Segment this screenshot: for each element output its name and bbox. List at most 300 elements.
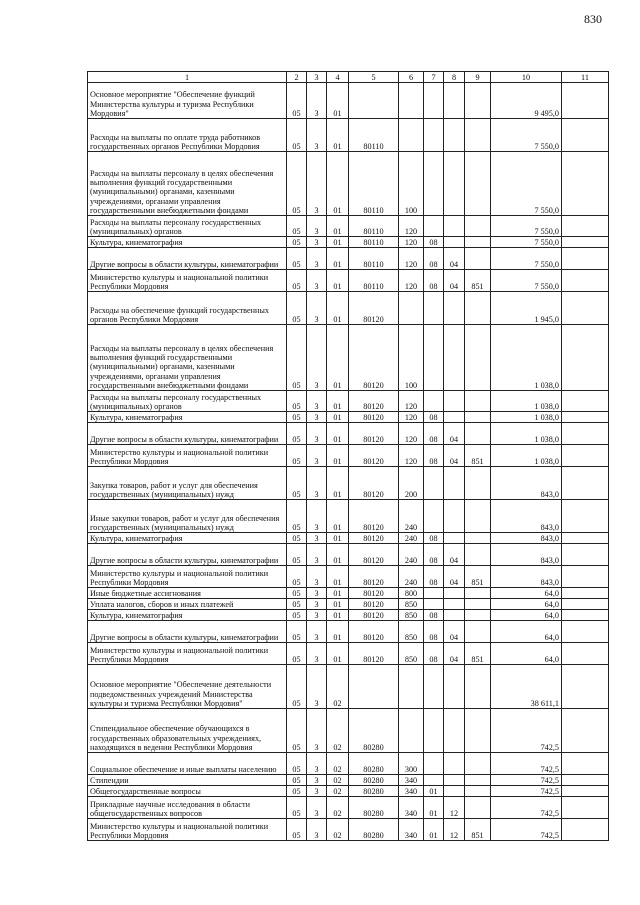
cell-code-6: 240 bbox=[399, 500, 424, 533]
cell-code-9 bbox=[465, 665, 491, 709]
budget-table bbox=[87, 71, 609, 841]
cell-code-9 bbox=[465, 775, 491, 786]
cell-code-7 bbox=[424, 467, 444, 500]
cell-item-name: Основное мероприятие "Обеспечение функций Министерства культуры и туризма Республики Мордовия" bbox=[88, 83, 287, 119]
cell-code-3: 3 bbox=[307, 292, 327, 325]
cell-code-7: 01 bbox=[424, 797, 444, 819]
cell-note bbox=[562, 621, 609, 643]
cell-code-4: 02 bbox=[327, 819, 349, 841]
cell-code-7: 08 bbox=[424, 566, 444, 588]
cell-item-name: Прикладные научные исследования в области общегосударственных вопросов bbox=[88, 797, 287, 819]
table-row bbox=[88, 643, 609, 665]
cell-code-8: 04 bbox=[444, 270, 465, 292]
column-header-8: 8 bbox=[444, 72, 465, 83]
cell-code-5: 80110 bbox=[349, 216, 399, 237]
cell-code-4: 01 bbox=[327, 292, 349, 325]
cell-code-8: 12 bbox=[444, 819, 465, 841]
cell-code-8 bbox=[444, 610, 465, 621]
cell-code-2: 05 bbox=[287, 544, 307, 566]
table-row bbox=[88, 819, 609, 841]
cell-code-7 bbox=[424, 216, 444, 237]
cell-item-name: Уплата налогов, сборов и иных платежей bbox=[88, 599, 287, 610]
cell-code-7 bbox=[424, 391, 444, 412]
cell-code-9 bbox=[465, 610, 491, 621]
cell-note bbox=[562, 270, 609, 292]
cell-note bbox=[562, 709, 609, 753]
cell-note bbox=[562, 610, 609, 621]
cell-code-9 bbox=[465, 500, 491, 533]
cell-code-2: 05 bbox=[287, 270, 307, 292]
cell-note bbox=[562, 500, 609, 533]
cell-code-6 bbox=[399, 709, 424, 753]
page-number: 830 bbox=[584, 12, 602, 26]
cell-code-6: 340 bbox=[399, 819, 424, 841]
cell-code-9 bbox=[465, 786, 491, 797]
cell-code-5: 80120 bbox=[349, 445, 399, 467]
cell-code-3: 3 bbox=[307, 588, 327, 599]
cell-code-7: 08 bbox=[424, 237, 444, 248]
cell-item-name: Министерство культуры и национальной политики Республики Мордовия bbox=[88, 819, 287, 841]
cell-code-5: 80110 bbox=[349, 270, 399, 292]
cell-code-9: 851 bbox=[465, 819, 491, 841]
cell-code-7: 08 bbox=[424, 610, 444, 621]
cell-amount: 64,0 bbox=[491, 643, 562, 665]
cell-code-2: 05 bbox=[287, 643, 307, 665]
cell-code-6: 120 bbox=[399, 412, 424, 423]
cell-code-6: 850 bbox=[399, 643, 424, 665]
cell-code-2: 05 bbox=[287, 248, 307, 270]
table-row bbox=[88, 152, 609, 216]
cell-item-name: Министерство культуры и национальной политики Республики Мордовия bbox=[88, 445, 287, 467]
table-row bbox=[88, 566, 609, 588]
cell-code-4: 01 bbox=[327, 152, 349, 216]
cell-code-3: 3 bbox=[307, 152, 327, 216]
cell-code-6: 120 bbox=[399, 248, 424, 270]
cell-note bbox=[562, 412, 609, 423]
cell-amount: 742,5 bbox=[491, 786, 562, 797]
cell-code-3: 3 bbox=[307, 119, 327, 152]
cell-amount: 742,5 bbox=[491, 709, 562, 753]
cell-code-8 bbox=[444, 391, 465, 412]
cell-amount: 1 038,0 bbox=[491, 423, 562, 445]
cell-item-name: Другие вопросы в области культуры, кинематографии bbox=[88, 423, 287, 445]
cell-code-4: 01 bbox=[327, 423, 349, 445]
cell-code-7 bbox=[424, 588, 444, 599]
cell-amount: 843,0 bbox=[491, 533, 562, 544]
table-row bbox=[88, 445, 609, 467]
cell-code-4: 02 bbox=[327, 786, 349, 797]
cell-code-5: 80120 bbox=[349, 610, 399, 621]
cell-item-name: Культура, кинематография bbox=[88, 412, 287, 423]
cell-amount: 9 495,0 bbox=[491, 83, 562, 119]
cell-code-7: 08 bbox=[424, 423, 444, 445]
cell-code-3: 3 bbox=[307, 391, 327, 412]
cell-amount: 7 550,0 bbox=[491, 152, 562, 216]
cell-code-3: 3 bbox=[307, 83, 327, 119]
cell-code-3: 3 bbox=[307, 216, 327, 237]
cell-code-4: 01 bbox=[327, 270, 349, 292]
cell-code-9 bbox=[465, 709, 491, 753]
cell-code-2: 05 bbox=[287, 445, 307, 467]
cell-code-6: 200 bbox=[399, 467, 424, 500]
cell-note bbox=[562, 83, 609, 119]
cell-code-2: 05 bbox=[287, 119, 307, 152]
cell-code-9: 851 bbox=[465, 270, 491, 292]
cell-code-5: 80280 bbox=[349, 709, 399, 753]
cell-code-8 bbox=[444, 325, 465, 391]
cell-code-3: 3 bbox=[307, 467, 327, 500]
cell-code-7 bbox=[424, 709, 444, 753]
column-header-4: 4 bbox=[327, 72, 349, 83]
cell-item-name: Культура, кинематография bbox=[88, 533, 287, 544]
cell-code-4: 01 bbox=[327, 533, 349, 544]
cell-code-7: 08 bbox=[424, 270, 444, 292]
cell-code-2: 05 bbox=[287, 391, 307, 412]
cell-item-name: Иные бюджетные ассигнования bbox=[88, 588, 287, 599]
cell-code-9 bbox=[465, 119, 491, 152]
table-row bbox=[88, 665, 609, 709]
cell-code-7 bbox=[424, 292, 444, 325]
cell-code-5: 80110 bbox=[349, 152, 399, 216]
cell-code-7: 01 bbox=[424, 819, 444, 841]
cell-note bbox=[562, 467, 609, 500]
cell-item-name: Министерство культуры и национальной политики Республики Мордовия bbox=[88, 566, 287, 588]
cell-code-6: 100 bbox=[399, 152, 424, 216]
cell-code-6: 120 bbox=[399, 237, 424, 248]
cell-code-8: 04 bbox=[444, 423, 465, 445]
cell-code-5: 80280 bbox=[349, 753, 399, 775]
cell-note bbox=[562, 819, 609, 841]
cell-note bbox=[562, 292, 609, 325]
cell-amount: 7 550,0 bbox=[491, 237, 562, 248]
cell-code-6: 800 bbox=[399, 588, 424, 599]
cell-amount: 843,0 bbox=[491, 467, 562, 500]
cell-code-3: 3 bbox=[307, 819, 327, 841]
cell-code-5: 80280 bbox=[349, 786, 399, 797]
cell-amount: 843,0 bbox=[491, 500, 562, 533]
cell-code-6: 850 bbox=[399, 621, 424, 643]
cell-code-8: 04 bbox=[444, 643, 465, 665]
cell-code-4: 01 bbox=[327, 544, 349, 566]
cell-code-9 bbox=[465, 797, 491, 819]
table-row bbox=[88, 391, 609, 412]
cell-code-4: 01 bbox=[327, 248, 349, 270]
cell-code-3: 3 bbox=[307, 786, 327, 797]
cell-code-6: 120 bbox=[399, 216, 424, 237]
column-header-2: 2 bbox=[287, 72, 307, 83]
cell-note bbox=[562, 237, 609, 248]
cell-code-2: 05 bbox=[287, 500, 307, 533]
cell-note bbox=[562, 665, 609, 709]
cell-code-5: 80120 bbox=[349, 423, 399, 445]
cell-code-8 bbox=[444, 412, 465, 423]
cell-note bbox=[562, 152, 609, 216]
cell-item-name: Стипендиальное обеспечение обучающихся в государственных образовательных учреждениях, находящихся в ведении Республики Мордовия bbox=[88, 709, 287, 753]
cell-code-5: 80120 bbox=[349, 391, 399, 412]
cell-code-9 bbox=[465, 467, 491, 500]
cell-code-9 bbox=[465, 152, 491, 216]
cell-code-6: 240 bbox=[399, 566, 424, 588]
cell-code-4: 02 bbox=[327, 753, 349, 775]
cell-amount: 64,0 bbox=[491, 610, 562, 621]
cell-code-3: 3 bbox=[307, 610, 327, 621]
cell-code-5: 80110 bbox=[349, 237, 399, 248]
table-row bbox=[88, 216, 609, 237]
cell-amount: 38 611,1 bbox=[491, 665, 562, 709]
cell-code-8 bbox=[444, 83, 465, 119]
cell-item-name: Основное мероприятие "Обеспечение деятельности подведомственных учреждений Министерства культуры и туризма Республики Мордовия" bbox=[88, 665, 287, 709]
cell-code-4: 01 bbox=[327, 467, 349, 500]
cell-code-9: 851 bbox=[465, 643, 491, 665]
cell-code-8: 04 bbox=[444, 544, 465, 566]
table-row bbox=[88, 621, 609, 643]
table-row bbox=[88, 270, 609, 292]
cell-code-7 bbox=[424, 500, 444, 533]
cell-code-4: 01 bbox=[327, 412, 349, 423]
cell-code-7: 08 bbox=[424, 621, 444, 643]
cell-code-4: 01 bbox=[327, 119, 349, 152]
cell-code-2: 05 bbox=[287, 665, 307, 709]
cell-code-8 bbox=[444, 709, 465, 753]
cell-code-7: 08 bbox=[424, 412, 444, 423]
cell-note bbox=[562, 325, 609, 391]
cell-code-2: 05 bbox=[287, 412, 307, 423]
table-row bbox=[88, 709, 609, 753]
cell-code-3: 3 bbox=[307, 325, 327, 391]
cell-code-7: 01 bbox=[424, 786, 444, 797]
cell-code-5: 80280 bbox=[349, 775, 399, 786]
table-row bbox=[88, 588, 609, 599]
cell-amount: 1 038,0 bbox=[491, 412, 562, 423]
table-row bbox=[88, 248, 609, 270]
table-row bbox=[88, 292, 609, 325]
cell-code-5: 80120 bbox=[349, 599, 399, 610]
cell-code-4: 02 bbox=[327, 775, 349, 786]
cell-code-3: 3 bbox=[307, 797, 327, 819]
cell-code-9 bbox=[465, 237, 491, 248]
cell-code-4: 01 bbox=[327, 610, 349, 621]
cell-note bbox=[562, 775, 609, 786]
cell-code-8 bbox=[444, 292, 465, 325]
cell-item-name: Расходы на выплаты персоналу государственных (муниципальных) органов bbox=[88, 216, 287, 237]
cell-code-5: 80280 bbox=[349, 819, 399, 841]
cell-code-6 bbox=[399, 83, 424, 119]
cell-code-2: 05 bbox=[287, 533, 307, 544]
table-row bbox=[88, 786, 609, 797]
cell-code-7 bbox=[424, 665, 444, 709]
cell-code-6: 340 bbox=[399, 775, 424, 786]
cell-code-2: 05 bbox=[287, 621, 307, 643]
cell-code-4: 01 bbox=[327, 391, 349, 412]
cell-amount: 1 945,0 bbox=[491, 292, 562, 325]
cell-note bbox=[562, 599, 609, 610]
cell-code-3: 3 bbox=[307, 621, 327, 643]
cell-note bbox=[562, 216, 609, 237]
cell-code-8: 04 bbox=[444, 248, 465, 270]
cell-code-4: 02 bbox=[327, 665, 349, 709]
cell-code-3: 3 bbox=[307, 599, 327, 610]
cell-amount: 843,0 bbox=[491, 544, 562, 566]
cell-item-name: Расходы на выплаты персоналу в целях обеспечения выполнения функций государственными (муниципальными) органами, казенными учреждениями, органами управления государственными внебюджетными фондами bbox=[88, 325, 287, 391]
cell-amount: 742,5 bbox=[491, 753, 562, 775]
cell-amount: 1 038,0 bbox=[491, 445, 562, 467]
cell-amount: 64,0 bbox=[491, 588, 562, 599]
cell-code-8 bbox=[444, 467, 465, 500]
cell-code-6 bbox=[399, 292, 424, 325]
table-row bbox=[88, 544, 609, 566]
cell-code-4: 01 bbox=[327, 216, 349, 237]
cell-item-name: Культура, кинематография bbox=[88, 237, 287, 248]
cell-code-3: 3 bbox=[307, 544, 327, 566]
cell-code-5: 80120 bbox=[349, 412, 399, 423]
cell-code-5 bbox=[349, 83, 399, 119]
cell-code-3: 3 bbox=[307, 643, 327, 665]
cell-code-4: 01 bbox=[327, 599, 349, 610]
cell-code-7 bbox=[424, 325, 444, 391]
cell-code-8 bbox=[444, 119, 465, 152]
cell-code-7 bbox=[424, 152, 444, 216]
cell-code-7 bbox=[424, 753, 444, 775]
cell-code-5: 80110 bbox=[349, 119, 399, 152]
cell-note bbox=[562, 119, 609, 152]
cell-code-6: 340 bbox=[399, 797, 424, 819]
cell-code-5: 80120 bbox=[349, 467, 399, 500]
cell-code-2: 05 bbox=[287, 753, 307, 775]
cell-code-3: 3 bbox=[307, 665, 327, 709]
cell-code-2: 05 bbox=[287, 325, 307, 391]
cell-code-6 bbox=[399, 119, 424, 152]
cell-code-9 bbox=[465, 216, 491, 237]
cell-code-4: 01 bbox=[327, 643, 349, 665]
cell-code-5: 80120 bbox=[349, 292, 399, 325]
cell-code-5: 80120 bbox=[349, 544, 399, 566]
cell-code-9 bbox=[465, 391, 491, 412]
cell-code-2: 05 bbox=[287, 152, 307, 216]
cell-code-6: 120 bbox=[399, 270, 424, 292]
cell-item-name: Другие вопросы в области культуры, кинематографии bbox=[88, 248, 287, 270]
cell-note bbox=[562, 248, 609, 270]
table-row bbox=[88, 467, 609, 500]
cell-note bbox=[562, 544, 609, 566]
cell-note bbox=[562, 643, 609, 665]
cell-code-4: 01 bbox=[327, 588, 349, 599]
table-row bbox=[88, 753, 609, 775]
cell-amount: 64,0 bbox=[491, 599, 562, 610]
cell-code-6: 850 bbox=[399, 599, 424, 610]
column-header-6: 6 bbox=[399, 72, 424, 83]
cell-code-8 bbox=[444, 237, 465, 248]
header-row bbox=[88, 72, 609, 83]
cell-code-3: 3 bbox=[307, 709, 327, 753]
cell-code-8 bbox=[444, 599, 465, 610]
cell-code-6: 240 bbox=[399, 533, 424, 544]
cell-code-3: 3 bbox=[307, 237, 327, 248]
cell-item-name: Иные закупки товаров, работ и услуг для обеспечения государственных (муниципальных) нужд bbox=[88, 500, 287, 533]
cell-amount: 7 550,0 bbox=[491, 248, 562, 270]
cell-code-2: 05 bbox=[287, 709, 307, 753]
table-row bbox=[88, 83, 609, 119]
cell-code-6: 240 bbox=[399, 544, 424, 566]
cell-amount: 1 038,0 bbox=[491, 391, 562, 412]
cell-code-8: 04 bbox=[444, 445, 465, 467]
cell-code-8 bbox=[444, 500, 465, 533]
cell-amount: 64,0 bbox=[491, 621, 562, 643]
cell-item-name: Министерство культуры и национальной политики Республики Мордовия bbox=[88, 270, 287, 292]
cell-code-3: 3 bbox=[307, 270, 327, 292]
column-header-11: 11 bbox=[562, 72, 609, 83]
cell-code-3: 3 bbox=[307, 423, 327, 445]
cell-code-9 bbox=[465, 621, 491, 643]
table-row bbox=[88, 533, 609, 544]
cell-note bbox=[562, 588, 609, 599]
cell-code-5: 80120 bbox=[349, 643, 399, 665]
cell-code-2: 05 bbox=[287, 775, 307, 786]
cell-code-4: 01 bbox=[327, 325, 349, 391]
cell-code-3: 3 bbox=[307, 775, 327, 786]
cell-note bbox=[562, 423, 609, 445]
cell-code-8 bbox=[444, 775, 465, 786]
cell-item-name: Другие вопросы в области культуры, кинематографии bbox=[88, 544, 287, 566]
cell-code-7: 08 bbox=[424, 533, 444, 544]
cell-item-name: Стипендии bbox=[88, 775, 287, 786]
cell-amount: 843,0 bbox=[491, 566, 562, 588]
cell-code-6: 300 bbox=[399, 753, 424, 775]
table-row bbox=[88, 423, 609, 445]
cell-code-6: 120 bbox=[399, 445, 424, 467]
cell-code-7 bbox=[424, 775, 444, 786]
cell-code-8 bbox=[444, 533, 465, 544]
cell-code-4: 01 bbox=[327, 621, 349, 643]
cell-code-9 bbox=[465, 412, 491, 423]
cell-code-9 bbox=[465, 533, 491, 544]
cell-note bbox=[562, 391, 609, 412]
table-row bbox=[88, 775, 609, 786]
table-row bbox=[88, 119, 609, 152]
cell-code-3: 3 bbox=[307, 753, 327, 775]
cell-code-5: 80120 bbox=[349, 533, 399, 544]
cell-code-2: 05 bbox=[287, 423, 307, 445]
cell-code-4: 01 bbox=[327, 445, 349, 467]
cell-code-2: 05 bbox=[287, 216, 307, 237]
cell-item-name: Социальное обеспечение и иные выплаты населению bbox=[88, 753, 287, 775]
cell-code-6: 120 bbox=[399, 423, 424, 445]
table-row bbox=[88, 500, 609, 533]
cell-code-5: 80120 bbox=[349, 566, 399, 588]
cell-code-9: 851 bbox=[465, 566, 491, 588]
cell-item-name: Другие вопросы в области культуры, кинематографии bbox=[88, 621, 287, 643]
cell-code-3: 3 bbox=[307, 533, 327, 544]
cell-code-5: 80280 bbox=[349, 797, 399, 819]
cell-code-5: 80120 bbox=[349, 500, 399, 533]
cell-code-7 bbox=[424, 119, 444, 152]
cell-code-2: 05 bbox=[287, 599, 307, 610]
cell-code-9 bbox=[465, 588, 491, 599]
cell-amount: 7 550,0 bbox=[491, 270, 562, 292]
cell-code-5: 80120 bbox=[349, 325, 399, 391]
cell-item-name: Расходы на выплаты по оплате труда работников государственных органов Республики Мордовия bbox=[88, 119, 287, 152]
cell-item-name: Расходы на выплаты персоналу государственных (муниципальных) органов bbox=[88, 391, 287, 412]
cell-code-9 bbox=[465, 325, 491, 391]
cell-code-8 bbox=[444, 665, 465, 709]
cell-code-9 bbox=[465, 292, 491, 325]
cell-code-8: 04 bbox=[444, 566, 465, 588]
column-header-1: 1 bbox=[88, 72, 287, 83]
cell-note bbox=[562, 445, 609, 467]
cell-code-2: 05 bbox=[287, 786, 307, 797]
column-header-7: 7 bbox=[424, 72, 444, 83]
cell-code-4: 01 bbox=[327, 566, 349, 588]
cell-item-name: Общегосударственные вопросы bbox=[88, 786, 287, 797]
